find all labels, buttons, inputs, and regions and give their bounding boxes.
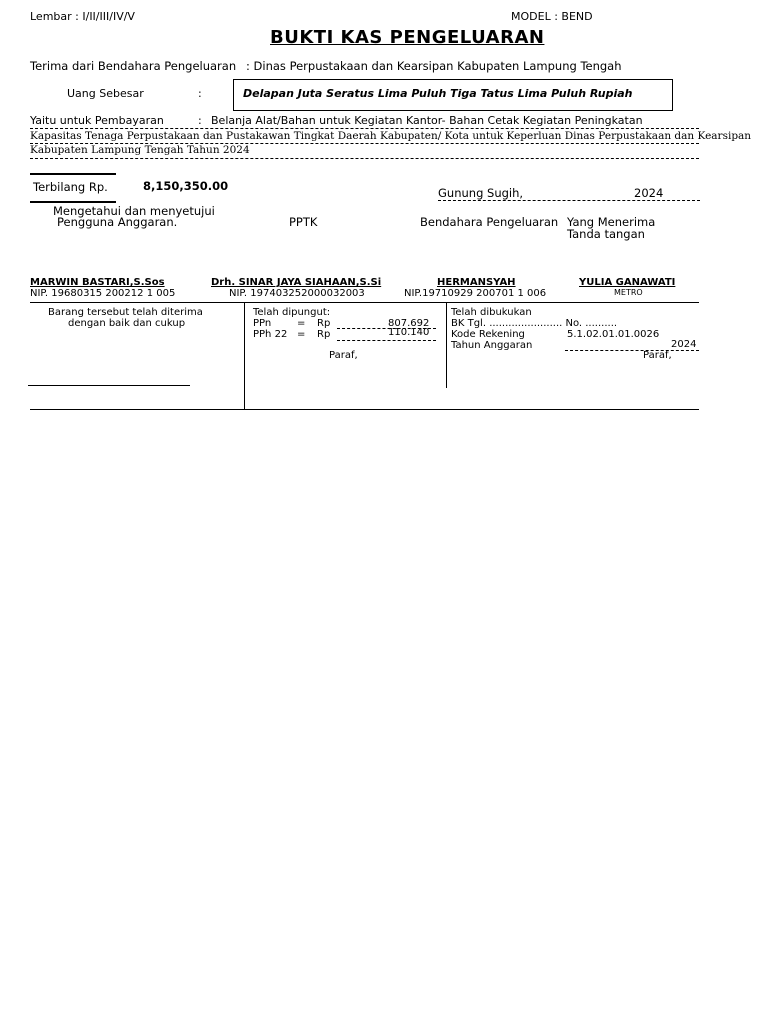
approval-line-1: Mengetahui dan menyetujui [53, 204, 215, 218]
page-title: BUKTI KAS PENGELUARAN [270, 27, 545, 48]
paraf-right: Paraf, [643, 350, 672, 361]
tax-currency: Rp [317, 318, 331, 329]
purpose-line-1: Belanja Alat/Bahan untuk Kegiatan Kantor- Bahan Cetak Kegiatan Peningkatan [211, 114, 643, 127]
terbilang-value: 8,150,350.00 [143, 179, 229, 193]
terbilang-top-rule [30, 173, 116, 175]
tax-eq: = [297, 318, 306, 329]
goods-signature-line [28, 385, 190, 386]
signer-name: MARWIN BASTARI,S.Sos [30, 277, 165, 288]
footer-divider-right [446, 302, 447, 388]
signer-name: HERMANSYAH [437, 277, 516, 288]
approval-line-2: Pengguna Anggaran. [57, 215, 178, 229]
tax-value: 110.140 [388, 327, 430, 338]
received-from-label: Terima dari Bendahara Pengeluaran [30, 59, 237, 73]
budget-year-label: Tahun Anggaran [451, 340, 533, 351]
terbilang-label: Terbilang Rp. [33, 180, 108, 194]
dotted-line [30, 158, 699, 159]
tax-name: PPn [253, 318, 272, 329]
budget-year-value: 2024 [671, 339, 697, 350]
signer-name: Drh. SINAR JAYA SIAHAAN,S.Si [211, 277, 382, 288]
signer-name: YULIA GANAWATI [579, 277, 676, 288]
treasurer-label: Bendahara Pengeluaran [420, 215, 559, 229]
footer-top-rule [30, 302, 699, 303]
signer-nip: METRO [614, 288, 643, 297]
signer-nip: NIP. 197403252000032003 [229, 288, 365, 299]
paraf-middle: Paraf, [329, 350, 358, 361]
budget-year-dotted-line [565, 350, 699, 351]
date-dotted-line [438, 200, 700, 201]
account-code-label: Kode Rekening [451, 329, 525, 340]
amount-words: Delapan Juta Seratus Lima Puluh Tiga Tatus Lima Puluh Rupiah [243, 87, 633, 100]
sheet-label: Lembar : I/II/III/IV/V [30, 10, 135, 23]
signer-nip: NIP.19710929 200701 1 006 [404, 288, 547, 299]
footer-bottom-rule [30, 409, 699, 410]
tax-currency: Rp [317, 329, 331, 340]
tax-name: PPh 22 [253, 329, 288, 340]
model-label: MODEL : BEND [511, 10, 593, 23]
purpose-label: Yaitu untuk Pembayaran [30, 114, 164, 127]
goods-line-1: Barang tersebut telah diterima [48, 307, 203, 318]
tax-title: Telah dipungut: [253, 307, 331, 318]
account-code-value: 5.1.02.01.01.0026 [567, 329, 660, 340]
pptk-label: PPTK [289, 215, 318, 229]
goods-line-2: dengan baik dan cukup [68, 318, 186, 329]
footer-divider-left [244, 302, 245, 410]
date-year: 2024 [634, 186, 664, 200]
bk-date-number: BK Tgl. ....................... No. .......... [451, 318, 618, 329]
signer-nip: NIP. 19680315 200212 1 005 [30, 288, 176, 299]
terbilang-bottom-rule [30, 201, 116, 203]
place-label: Gunung Sugih, [438, 186, 524, 200]
purpose-line-2: Kapasitas Tenaga Perpustakaan dan Pustakawan Tingkat Daerah Kabupaten/ Kota untuk Keperluan Dinas Perpustakaan dan Kearsipan [30, 130, 752, 142]
amount-label: Uang Sebesar [67, 87, 144, 100]
receiver-line-2: Tanda tangan [567, 227, 645, 241]
booked-title: Telah dibukukan [451, 307, 532, 318]
tax-dotted-line [337, 340, 436, 341]
receiver-line-1: Yang Menerima [567, 215, 656, 229]
purpose-colon: : [198, 114, 202, 127]
dotted-line [30, 128, 699, 129]
purpose-line-3: Kabupaten Lampung Tengah Tahun 2024 [30, 144, 250, 156]
received-from-value: : Dinas Perpustakaan dan Kearsipan Kabupaten Lampung Tengah [246, 59, 622, 73]
tax-value: 807.692 [388, 318, 430, 329]
amount-colon: : [198, 87, 202, 100]
tax-eq: = [297, 329, 306, 340]
